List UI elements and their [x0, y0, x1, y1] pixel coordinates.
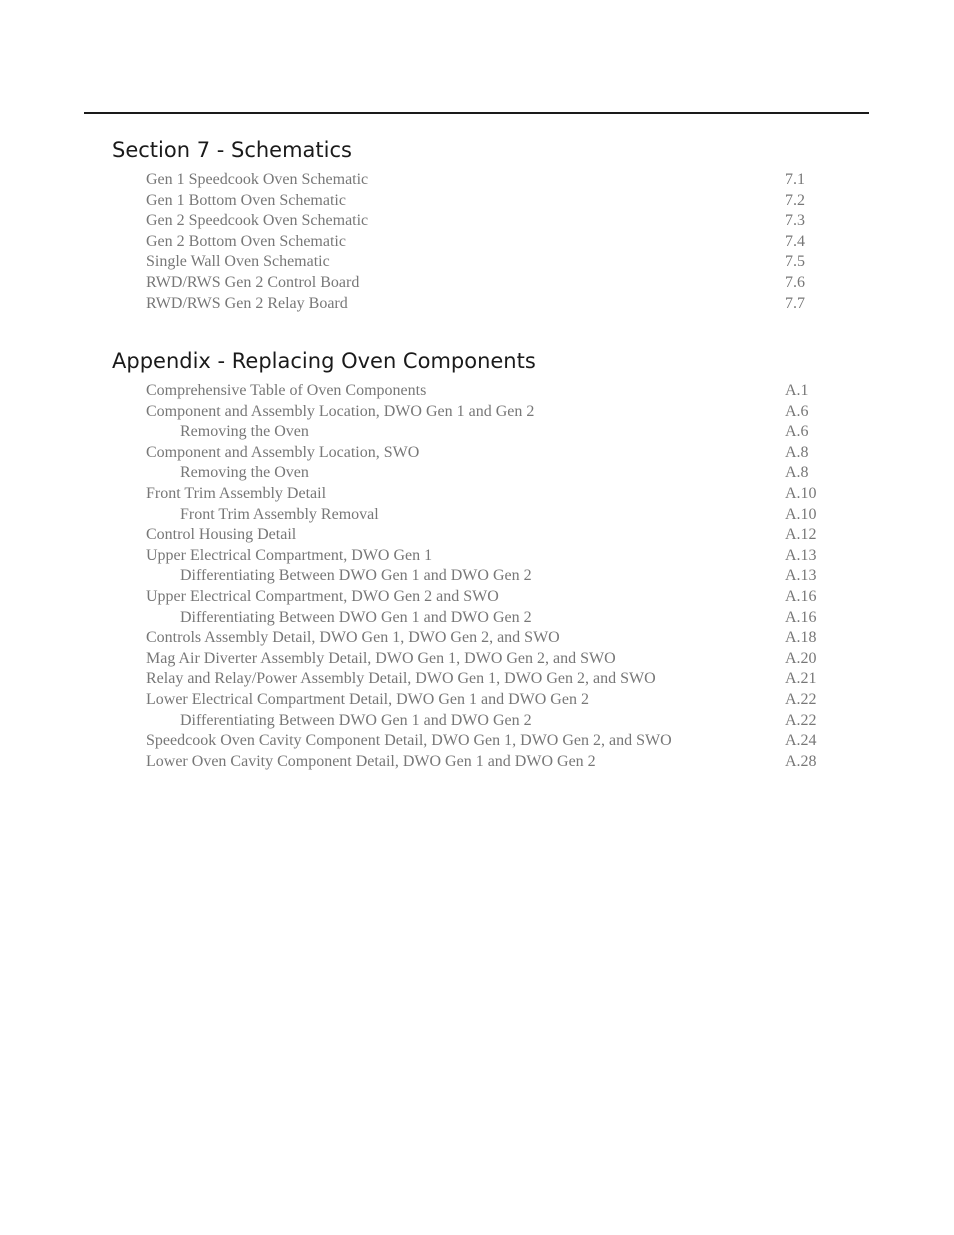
toc-entry-page: A.13 — [785, 546, 817, 564]
toc-entry-page: A.18 — [785, 629, 817, 647]
toc-entry-label: Component and Assembly Location, SWO — [146, 443, 420, 461]
toc-entry-page: A.16 — [785, 588, 817, 605]
toc-entry-page: A.24 — [785, 732, 817, 750]
section-title: Section 7 - Schematics — [112, 138, 352, 162]
toc-entry[interactable] — [0, 191, 954, 212]
header-rule — [84, 112, 869, 114]
toc-entry[interactable] — [0, 170, 954, 191]
toc-entry-page: 7.2 — [785, 191, 805, 209]
toc-entry[interactable] — [0, 711, 954, 732]
toc-entry[interactable] — [0, 566, 954, 587]
toc-entry[interactable] — [0, 587, 954, 608]
toc-entry[interactable] — [0, 422, 954, 443]
toc-entry-label: Mag Air Diverter Assembly Detail, DWO Gen 1, DWO Gen 2, and SWO — [146, 649, 616, 667]
toc-entry[interactable] — [0, 649, 954, 670]
toc-entry-page: A.22 — [785, 711, 817, 729]
toc-entry[interactable] — [0, 463, 954, 484]
toc-entry[interactable] — [0, 381, 954, 402]
toc-entry[interactable] — [0, 690, 954, 711]
toc-entry[interactable] — [0, 546, 954, 567]
toc-entry-page: A.1 — [785, 382, 809, 399]
toc-entry[interactable] — [0, 505, 954, 526]
toc-entry[interactable] — [0, 731, 954, 752]
toc-entry-page: A.16 — [785, 608, 817, 626]
toc-entry-page: 7.3 — [785, 212, 805, 230]
toc-entry-page: A.6 — [785, 423, 809, 441]
toc-entry-label: Relay and Relay/Power Assembly Detail, DWO Gen 1, DWO Gen 2, and SWO — [146, 670, 656, 688]
toc-entry-page: 7.6 — [785, 274, 805, 291]
section-title: Appendix - Replacing Oven Components — [112, 349, 536, 373]
toc-entry-label: Gen 2 Speedcook Oven Schematic — [146, 212, 369, 230]
toc-entry-page: A.21 — [785, 670, 817, 688]
toc-entry-page: A.6 — [785, 402, 809, 420]
toc-entry-label: Component and Assembly Location, DWO Gen 1 and Gen 2 — [146, 402, 535, 420]
toc-entry[interactable] — [0, 211, 954, 232]
toc-entry-label: Removing the Oven — [180, 423, 309, 441]
toc-entry-label: Comprehensive Table of Oven Components — [146, 382, 427, 399]
toc-entry[interactable] — [0, 484, 954, 505]
toc-entry[interactable] — [0, 294, 954, 315]
toc-entry[interactable] — [0, 443, 954, 464]
toc-entry-label: RWD/RWS Gen 2 Control Board — [146, 274, 360, 291]
toc-entry-label: Differentiating Between DWO Gen 1 and DWO Gen 2 — [180, 567, 532, 585]
toc-entry-label: Gen 2 Bottom Oven Schematic — [146, 232, 346, 250]
toc-entry-label: Gen 1 Speedcook Oven Schematic — [146, 171, 369, 188]
toc-entry[interactable] — [0, 669, 954, 690]
toc-entry-label: Single Wall Oven Schematic — [146, 253, 330, 271]
toc-entry-page: A.10 — [785, 505, 817, 523]
toc-entry-page: A.28 — [785, 752, 817, 770]
toc-entry-page: A.13 — [785, 567, 817, 585]
toc-entry-label: RWD/RWS Gen 2 Relay Board — [146, 294, 348, 312]
toc-entry-page: 7.5 — [785, 253, 805, 271]
toc-entry-page: A.10 — [785, 485, 817, 502]
toc-entry-page: 7.7 — [785, 294, 805, 312]
toc-entry-page: 7.1 — [785, 171, 805, 188]
toc-entry-label: Gen 1 Bottom Oven Schematic — [146, 191, 346, 209]
toc-entry-page: A.20 — [785, 649, 817, 667]
toc-entry-label: Speedcook Oven Cavity Component Detail, DWO Gen 1, DWO Gen 2, and SWO — [146, 732, 672, 750]
toc-entry-label: Differentiating Between DWO Gen 1 and DWO Gen 2 — [180, 608, 532, 626]
toc-entry[interactable] — [0, 402, 954, 423]
toc-entry-page: A.22 — [785, 691, 817, 708]
toc-entry-page: 7.4 — [785, 232, 805, 250]
toc-entry-label: Upper Electrical Compartment, DWO Gen 1 — [146, 546, 433, 564]
toc-entry[interactable] — [0, 608, 954, 629]
toc-entry-label: Front Trim Assembly Detail — [146, 485, 327, 502]
toc-entry[interactable] — [0, 752, 954, 773]
toc-entry[interactable] — [0, 232, 954, 253]
toc-entry-label: Removing the Oven — [180, 464, 309, 482]
toc-entry-label: Upper Electrical Compartment, DWO Gen 2 and SWO — [146, 588, 499, 605]
toc-entry[interactable] — [0, 252, 954, 273]
toc-entry-label: Control Housing Detail — [146, 526, 297, 544]
toc-entry-label: Lower Oven Cavity Component Detail, DWO Gen 1 and DWO Gen 2 — [146, 752, 596, 770]
toc-entry-page: A.8 — [785, 464, 809, 482]
toc-entry-label: Differentiating Between DWO Gen 1 and DWO Gen 2 — [180, 711, 532, 729]
toc-entry[interactable] — [0, 273, 954, 294]
toc-entry-label: Controls Assembly Detail, DWO Gen 1, DWO Gen 2, and SWO — [146, 629, 560, 647]
toc-entry[interactable] — [0, 525, 954, 546]
toc-entry[interactable] — [0, 628, 954, 649]
toc-entry-label: Front Trim Assembly Removal — [180, 505, 379, 523]
toc-entry-label: Lower Electrical Compartment Detail, DWO Gen 1 and DWO Gen 2 — [146, 691, 589, 708]
toc-entry-page: A.8 — [785, 443, 809, 461]
toc-entry-page: A.12 — [785, 526, 817, 544]
